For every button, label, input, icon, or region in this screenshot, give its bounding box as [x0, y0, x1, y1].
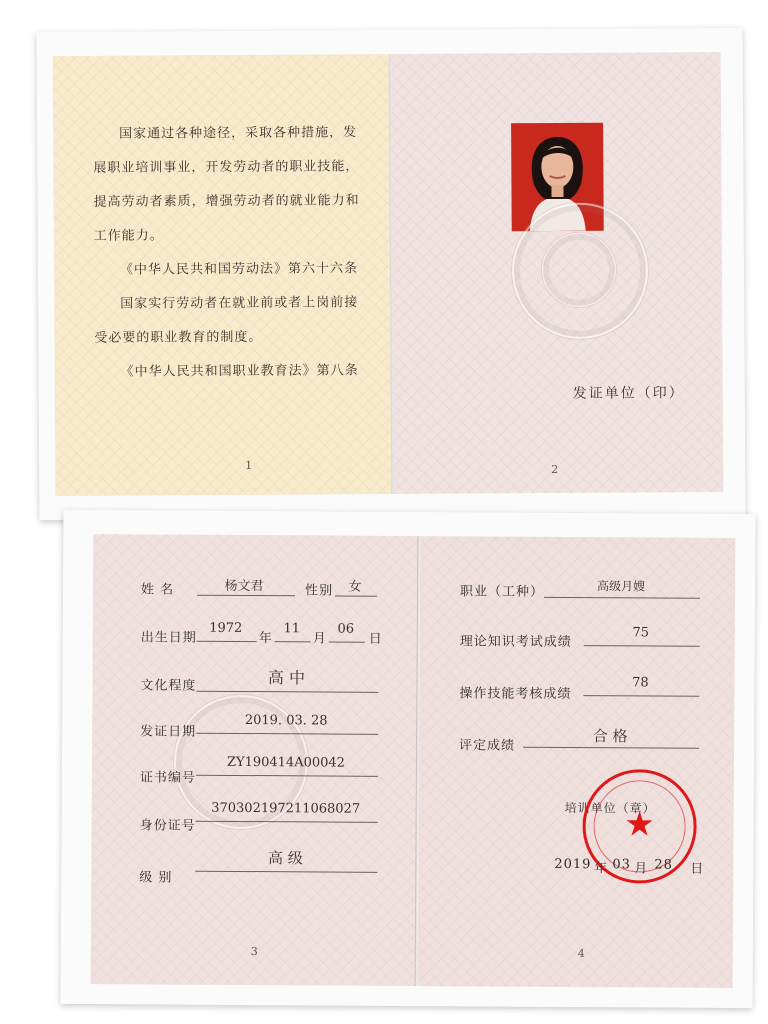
page-number-4: 4	[577, 947, 585, 961]
seal-date-month: 03	[612, 857, 631, 873]
law-citation-2: 《中华人民共和国职业教育法》第八条	[120, 363, 359, 380]
dob-month: 11	[283, 621, 301, 637]
name-label: 姓 名	[140, 582, 175, 598]
page-2	[391, 52, 724, 494]
rating-value: 合 格	[592, 727, 628, 746]
id-number-value: 370302197211068027	[211, 800, 361, 817]
dob-year-unit: 年	[258, 631, 273, 647]
skill-score-underline	[583, 695, 699, 697]
dob-month-underline	[275, 641, 311, 642]
seal-date-year: 2019	[554, 856, 592, 873]
theory-score-label: 理论知识考试成绩	[459, 634, 572, 650]
issue-date-value: 2019. 03. 28	[244, 713, 328, 729]
occupation-value: 高级月嫂	[597, 579, 646, 594]
name-value: 杨文君	[224, 578, 264, 595]
law-citation-1: 《中华人民共和国劳动法》第六十六条	[119, 261, 359, 278]
page-number-2: 2	[551, 462, 559, 477]
level-value: 高 级	[267, 849, 303, 868]
occupation-label: 职业（工种）	[459, 584, 545, 600]
gender-underline	[335, 596, 377, 597]
booklet-photo-bottom	[60, 510, 755, 1008]
page-number-1: 1	[245, 458, 253, 472]
cert-number-value: ZY190414A00042	[226, 754, 346, 771]
dob-day: 06	[337, 621, 355, 637]
seal-date-month-unit: 月	[634, 861, 649, 877]
name-underline	[197, 595, 295, 597]
training-unit-label: 培训单位（章）	[564, 800, 656, 816]
page-3	[91, 534, 419, 986]
dob-year: 1972	[209, 620, 243, 636]
dob-year-underline	[197, 641, 257, 642]
seal-star-icon: ★	[624, 804, 655, 845]
gender-value: 女	[348, 579, 362, 595]
booklet-photo-top	[37, 28, 746, 520]
issuing-unit-label: 发证单位（印）	[572, 385, 685, 402]
skill-score-value: 78	[632, 675, 649, 691]
embossed-seal-inner	[542, 233, 616, 307]
dob-day-unit: 日	[368, 631, 383, 647]
theory-score-underline	[584, 645, 700, 647]
theory-score-value: 75	[632, 625, 650, 641]
education-label: 文化程度	[140, 678, 197, 694]
skill-score-label: 操作技能考核成绩	[459, 686, 572, 702]
seal-date-day: 28	[654, 857, 673, 873]
seal-date-year-unit: 年	[594, 861, 609, 877]
rating-underline	[523, 747, 699, 749]
id-number-label: 身份证号	[139, 818, 196, 834]
rating-label: 评定成绩	[459, 738, 516, 754]
dob-label: 出生日期	[140, 630, 197, 646]
level-label: 级 别	[139, 870, 173, 886]
dob-day-underline	[329, 642, 365, 643]
gender-label: 性别	[304, 583, 334, 599]
education-underline	[196, 691, 378, 693]
occupation-underline	[544, 597, 700, 599]
page-number-3: 3	[250, 945, 258, 959]
cert-number-label: 证书编号	[139, 770, 196, 786]
page-1	[53, 54, 392, 496]
law-paragraph-2: 国家实行劳动者在就业前或者上岗前接受必要的职业教育的制度。	[94, 295, 359, 346]
seal-date-day-unit: 日	[690, 861, 705, 877]
issue-date-label: 发证日期	[140, 724, 197, 740]
level-underline	[195, 871, 377, 873]
education-value: 高 中	[267, 668, 306, 688]
dob-month-unit: 月	[312, 631, 327, 647]
law-paragraph-1: 国家通过各种途径，采取各种措施，发展职业培训事业，开发劳动者的职业技能，提高劳动者素质，增强劳动者的就业能力和工作能力。	[93, 125, 360, 244]
page-4	[418, 536, 736, 988]
